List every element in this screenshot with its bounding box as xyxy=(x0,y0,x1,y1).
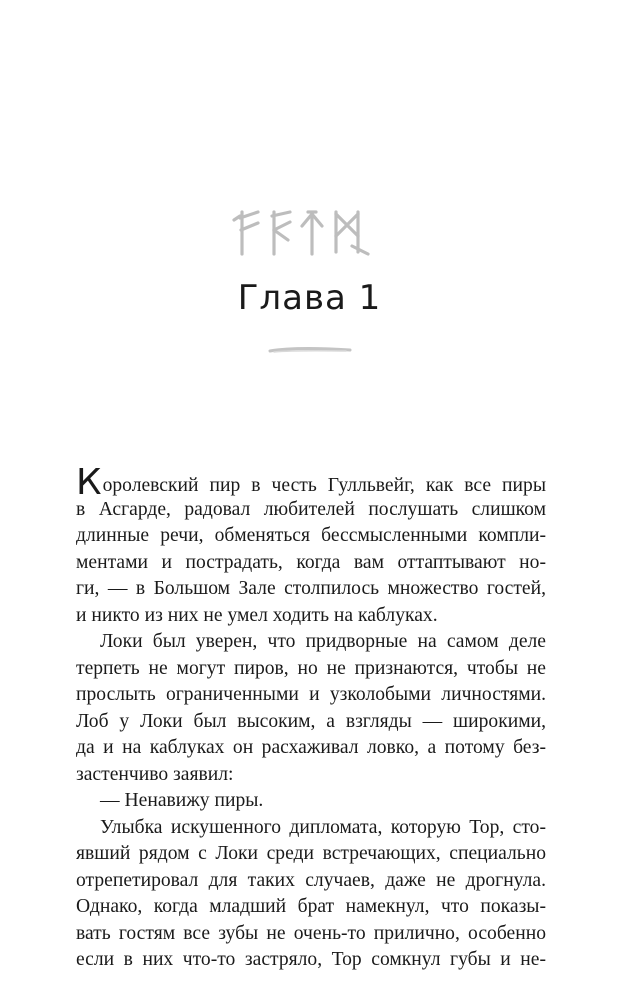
text-line: Лоб у Локи был высоким, а взгляды — широкими, xyxy=(76,710,546,732)
text-line: да и на каблуках он расхаживал ловко, а потому без- xyxy=(76,737,546,758)
text-line: длинные речи, обменяться бессмысленными компли- xyxy=(76,525,546,546)
drop-cap: К xyxy=(76,462,102,503)
text-line: — Ненавижу пиры. xyxy=(100,790,264,811)
text-line: если в них что-то застряло, Тор сомкнул губы и не- xyxy=(76,949,546,970)
text-line: вать гостям все зубы не очень-то прилично, особенно xyxy=(76,922,546,944)
text-line: явший рядом с Локи среди встречающих, специально xyxy=(76,843,546,864)
text-line: в Асгарде, радовал любителей послушать слишком xyxy=(76,498,546,520)
text-line: Однако, когда младший брат намекнул, что показы- xyxy=(76,896,546,917)
text-line: Королевский пир в честь Гулльвейг, как все пиры xyxy=(76,462,546,503)
text-line: застенчиво заявил: xyxy=(76,763,234,785)
text-line: отрепетировал для таких случаев, даже не дрогнула. xyxy=(76,869,546,891)
text-line: ги, — в Большом Зале столпилось множество гостей, xyxy=(76,578,546,599)
brush-stroke-divider-icon xyxy=(268,344,352,356)
chapter-body-text xyxy=(76,462,546,974)
text-line: Улыбка искушенного дипломата, которую Тор, сто- xyxy=(100,816,546,838)
text-line: Локи был уверен, что придворные на самом деле xyxy=(100,631,546,652)
runes-ornament-icon xyxy=(232,206,382,258)
text-line: терпеть не могут пиров, но не признаются, чтобы не xyxy=(76,657,546,679)
text-line: ментами и пострадать, когда вам оттаптывают но- xyxy=(76,551,546,573)
text-line: прослыть ограниченными и узколобыми личностями. xyxy=(76,684,546,705)
text-line: и никто из них не умел ходить на каблуках. xyxy=(76,604,438,626)
chapter-title: Глава 1 xyxy=(237,278,382,318)
